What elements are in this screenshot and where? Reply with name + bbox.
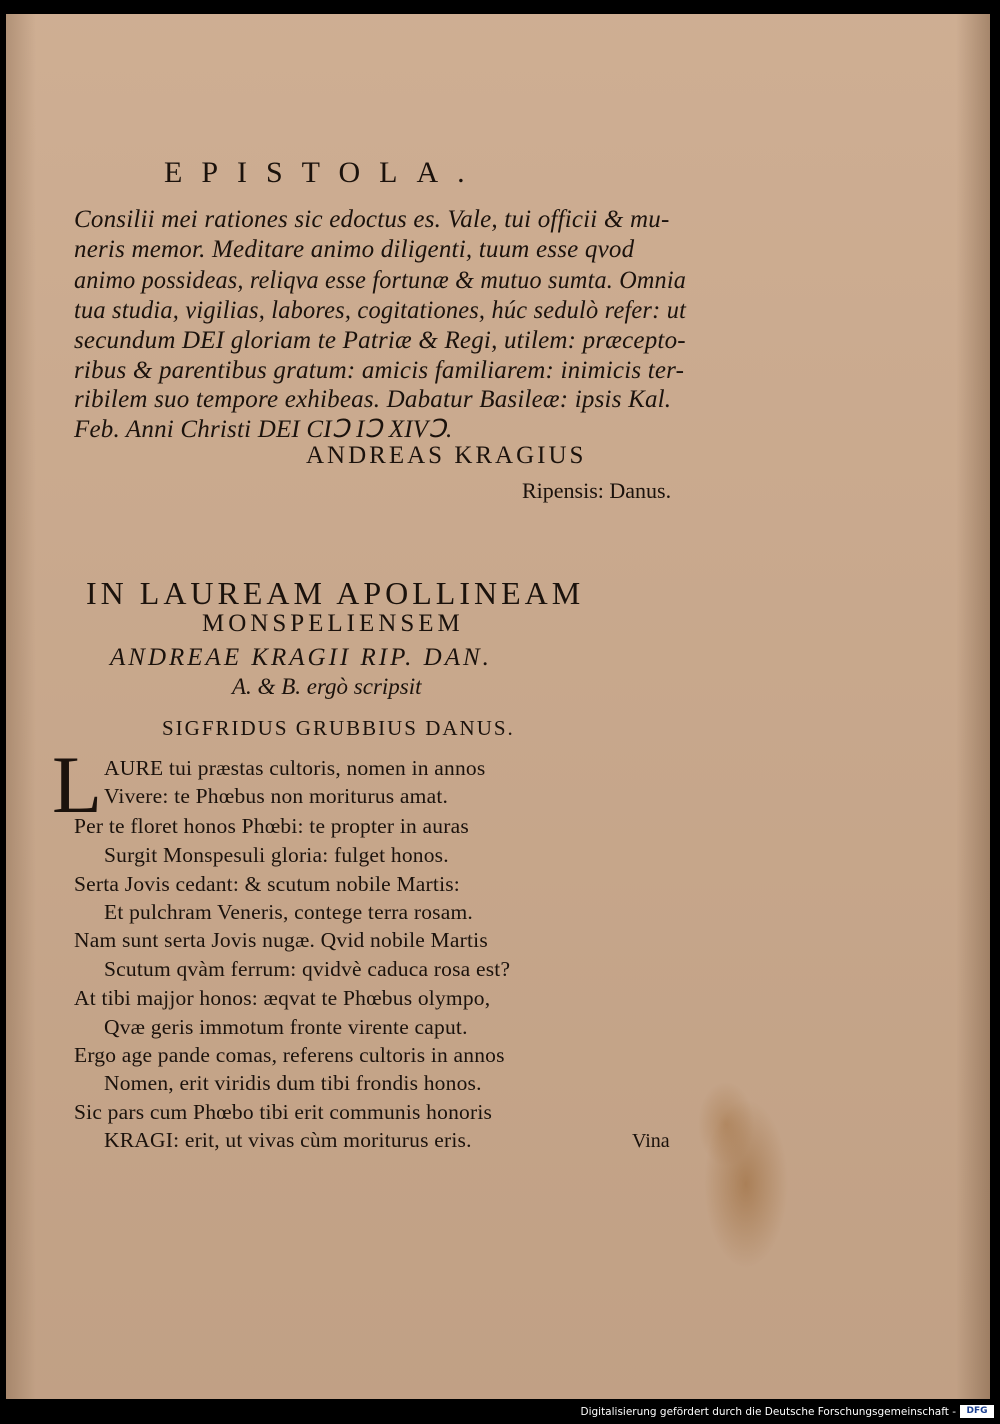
- letter-line: animo possideas, reliqva esse fortunæ & mutuo sumta. Omnia: [74, 267, 687, 294]
- verse-line: Et pulchram Veneris, contege terra rosam.: [104, 900, 473, 924]
- verse-line: Scutum qvàm ferrum: qvidvè caduca rosa est?: [104, 957, 511, 981]
- verse-line: Nam sunt serta Jovis nugæ. Qvid nobile Martis: [74, 928, 488, 952]
- verse-line: Surgit Monspesuli gloria: fulget honos.: [104, 843, 449, 867]
- verse-line: KRAGI: erit, ut vivas cùm moriturus eris.: [104, 1128, 472, 1152]
- letter-line: tua studia, vigilias, labores, cogitationes, húc sedulò refer: ut: [74, 297, 687, 324]
- dfg-logo[interactable]: DFG: [960, 1405, 994, 1418]
- signature-origin: Ripensis: Danus.: [522, 478, 672, 503]
- letter-line: Feb. Anni Christi DEI CIↃ IↃ XIVↃ.: [74, 416, 453, 443]
- letter-line: neris memor. Meditare animo diligenti, tuum esse qvod: [74, 236, 635, 263]
- poem-subject: ANDREAE KRAGII RIP. DAN.: [110, 644, 492, 671]
- letter-line: Consilii mei rationes sic edoctus es. Vale, tui officii & mu-: [74, 206, 670, 233]
- catchword: Vina: [632, 1130, 670, 1152]
- letter-line: secundum DEI gloriam te Patriæ & Regi, utilem: præcepto-: [74, 327, 686, 354]
- poem-author: SIGFRIDUS GRUBBIUS DANUS.: [162, 716, 515, 740]
- verse-line: Serta Jovis cedant: & scutum nobile Martis:: [74, 872, 460, 896]
- poem-title: IN LAUREAM APOLLINEAM: [86, 575, 585, 611]
- verse-line: Vivere: te Phœbus non moriturus amat.: [104, 784, 449, 808]
- funding-credit: Digitalisierung gefördert durch die Deutsche Forschungsgemeinschaft -: [580, 1406, 956, 1418]
- verse-line: Nomen, erit viridis dum tibi frondis honos.: [104, 1071, 482, 1095]
- verse-line: Ergo age pande comas, referens cultoris in annos: [74, 1043, 505, 1067]
- poem-subtitle: MONSPELIENSEM: [202, 610, 464, 637]
- verse-line: At tibi majjor honos: æqvat te Phœbus olympo,: [74, 986, 491, 1010]
- verse-line: AURE tui præstas cultoris, nomen in annos: [104, 756, 486, 780]
- signature-name: ANDREAS KRAGIUS: [306, 442, 587, 469]
- drop-cap: L: [52, 739, 103, 830]
- book-page: [6, 14, 990, 1399]
- letter-line: ribilem suo tempore exhibeas. Dabatur Basileæ: ipsis Kal.: [74, 386, 672, 413]
- poem-occasion: A. & B. ergò scripsit: [232, 674, 422, 699]
- letter-line: ribus & parentibus gratum: amicis familiarem: inimicis ter-: [74, 357, 685, 384]
- letter-heading: EPISTOLA.: [164, 156, 484, 189]
- verse-line: Qvæ geris immotum fronte virente caput.: [104, 1015, 468, 1039]
- verse-line: Per te floret honos Phœbi: te propter in auras: [74, 814, 469, 838]
- verse-line: Sic pars cum Phœbo tibi erit communis honoris: [74, 1100, 493, 1124]
